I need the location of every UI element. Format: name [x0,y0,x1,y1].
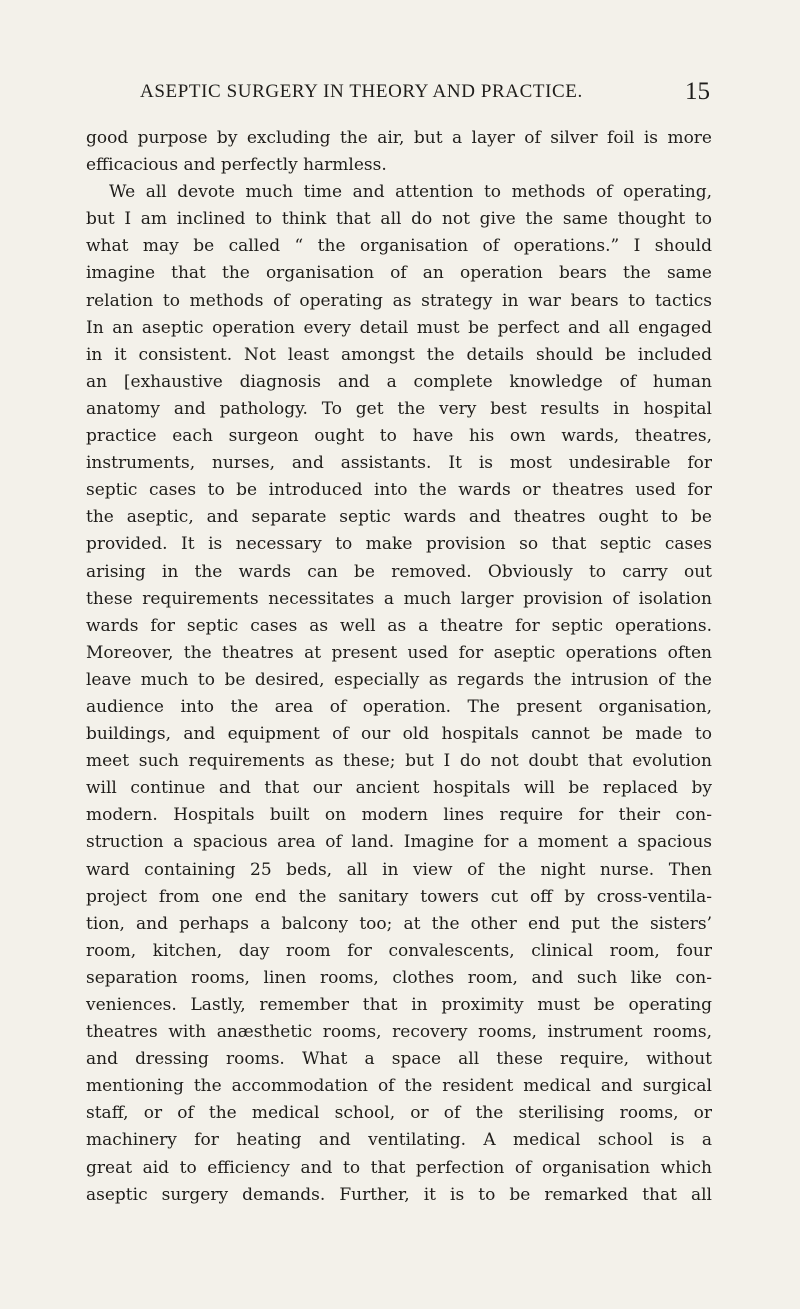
text-line: veniences. Lastly, remember that in proximity must be operating [86,995,712,1015]
text-line: the aseptic, and separate septic wards and theatres ought to be [86,507,712,528]
text-line: and dressing rooms. What a space all these require, without [86,1049,712,1070]
text-line: room, kitchen, day room for convalescents, clinical room, four [86,940,712,961]
text-line: in it consistent. Not least amongst the details should be included [86,344,712,365]
text-line: audience into the area of operation. The present organisation, [86,696,712,717]
text-line: modern. Hospitals built on modern lines require for their con- [86,805,712,826]
running-title: ASEPTIC SURGERY IN THEORY AND PRACTICE. [140,81,583,102]
text-line: separation rooms, linen rooms, clothes room, and such like con- [86,967,712,988]
text-line: provided. It is necessary to make provision so that septic cases [86,534,712,555]
text-line: mentioning the accommodation of the resident medical and surgical [86,1076,712,1097]
text-line: tion, and perhaps a balcony too; at the other end put the sisters’ [86,913,712,934]
text-line: project from one end the sanitary towers cut off by cross-ventila- [86,886,712,907]
text-line: staff, or of the medical school, or of the sterilising rooms, or [86,1103,712,1124]
text-line: ward containing 25 beds, all in view of the night nurse. Then [86,859,712,880]
text-line: will continue and that our ancient hospitals will be replaced by [86,778,712,799]
text-line: arising in the wards can be removed. Obviously to carry out [86,561,712,582]
text-line: great aid to efficiency and to that perfection of organisation which [86,1157,712,1178]
text-line: an [exhaustive diagnosis and a complete knowledge of human [86,371,712,392]
text-line: meet such requirements as these; but I do not doubt that evolution [86,751,712,772]
text-line: leave much to be desired, especially as regards the intrusion of the [86,669,712,690]
text-line: theatres with anæsthetic rooms, recovery rooms, instrument rooms, [86,1022,712,1043]
page-number: 15 [685,78,710,105]
text-line: buildings, and equipment of our old hospitals cannot be made to [86,724,712,745]
text-line: what may be called “ the organisation of operations.” I should [86,236,712,257]
text-line: septic cases to be introduced into the wards or theatres used for [86,480,712,501]
text-line: efficacious and perfectly harmless. [86,155,387,176]
text-line: good purpose by excluding the air, but a layer of silver foil is more [86,128,712,148]
text-line: but I am inclined to think that all do not give the same thought to [86,209,712,230]
body-text [86,125,712,1209]
text-line: instruments, nurses, and assistants. It is most undesirable for [86,453,712,474]
text-line: Moreover, the theatres at present used for aseptic operations often [86,642,712,663]
text-line: In an aseptic operation every detail must be perfect and all engaged [86,317,712,338]
text-line: We all devote much time and attention to methods of operating, [109,182,712,203]
text-line: relation to methods of operating as strategy in war bears to tactics [86,290,712,311]
text-line: aseptic surgery demands. Further, it is to be remarked that all [86,1184,712,1205]
text-line: anatomy and pathology. To get the very best results in hospital [86,398,712,419]
page-header [140,78,710,107]
text-line: wards for septic cases as well as a theatre for septic operations. [86,615,712,636]
text-line: imagine that the organisation of an operation bears the same [86,263,712,284]
text-line: struction a spacious area of land. Imagine for a moment a spacious [86,832,712,853]
text-line: practice each surgeon ought to have his own wards, theatres, [86,426,712,447]
text-line: these requirements necessitates a much larger provision of isolation [86,588,712,609]
text-line: machinery for heating and ventilating. A medical school is a [86,1130,712,1151]
